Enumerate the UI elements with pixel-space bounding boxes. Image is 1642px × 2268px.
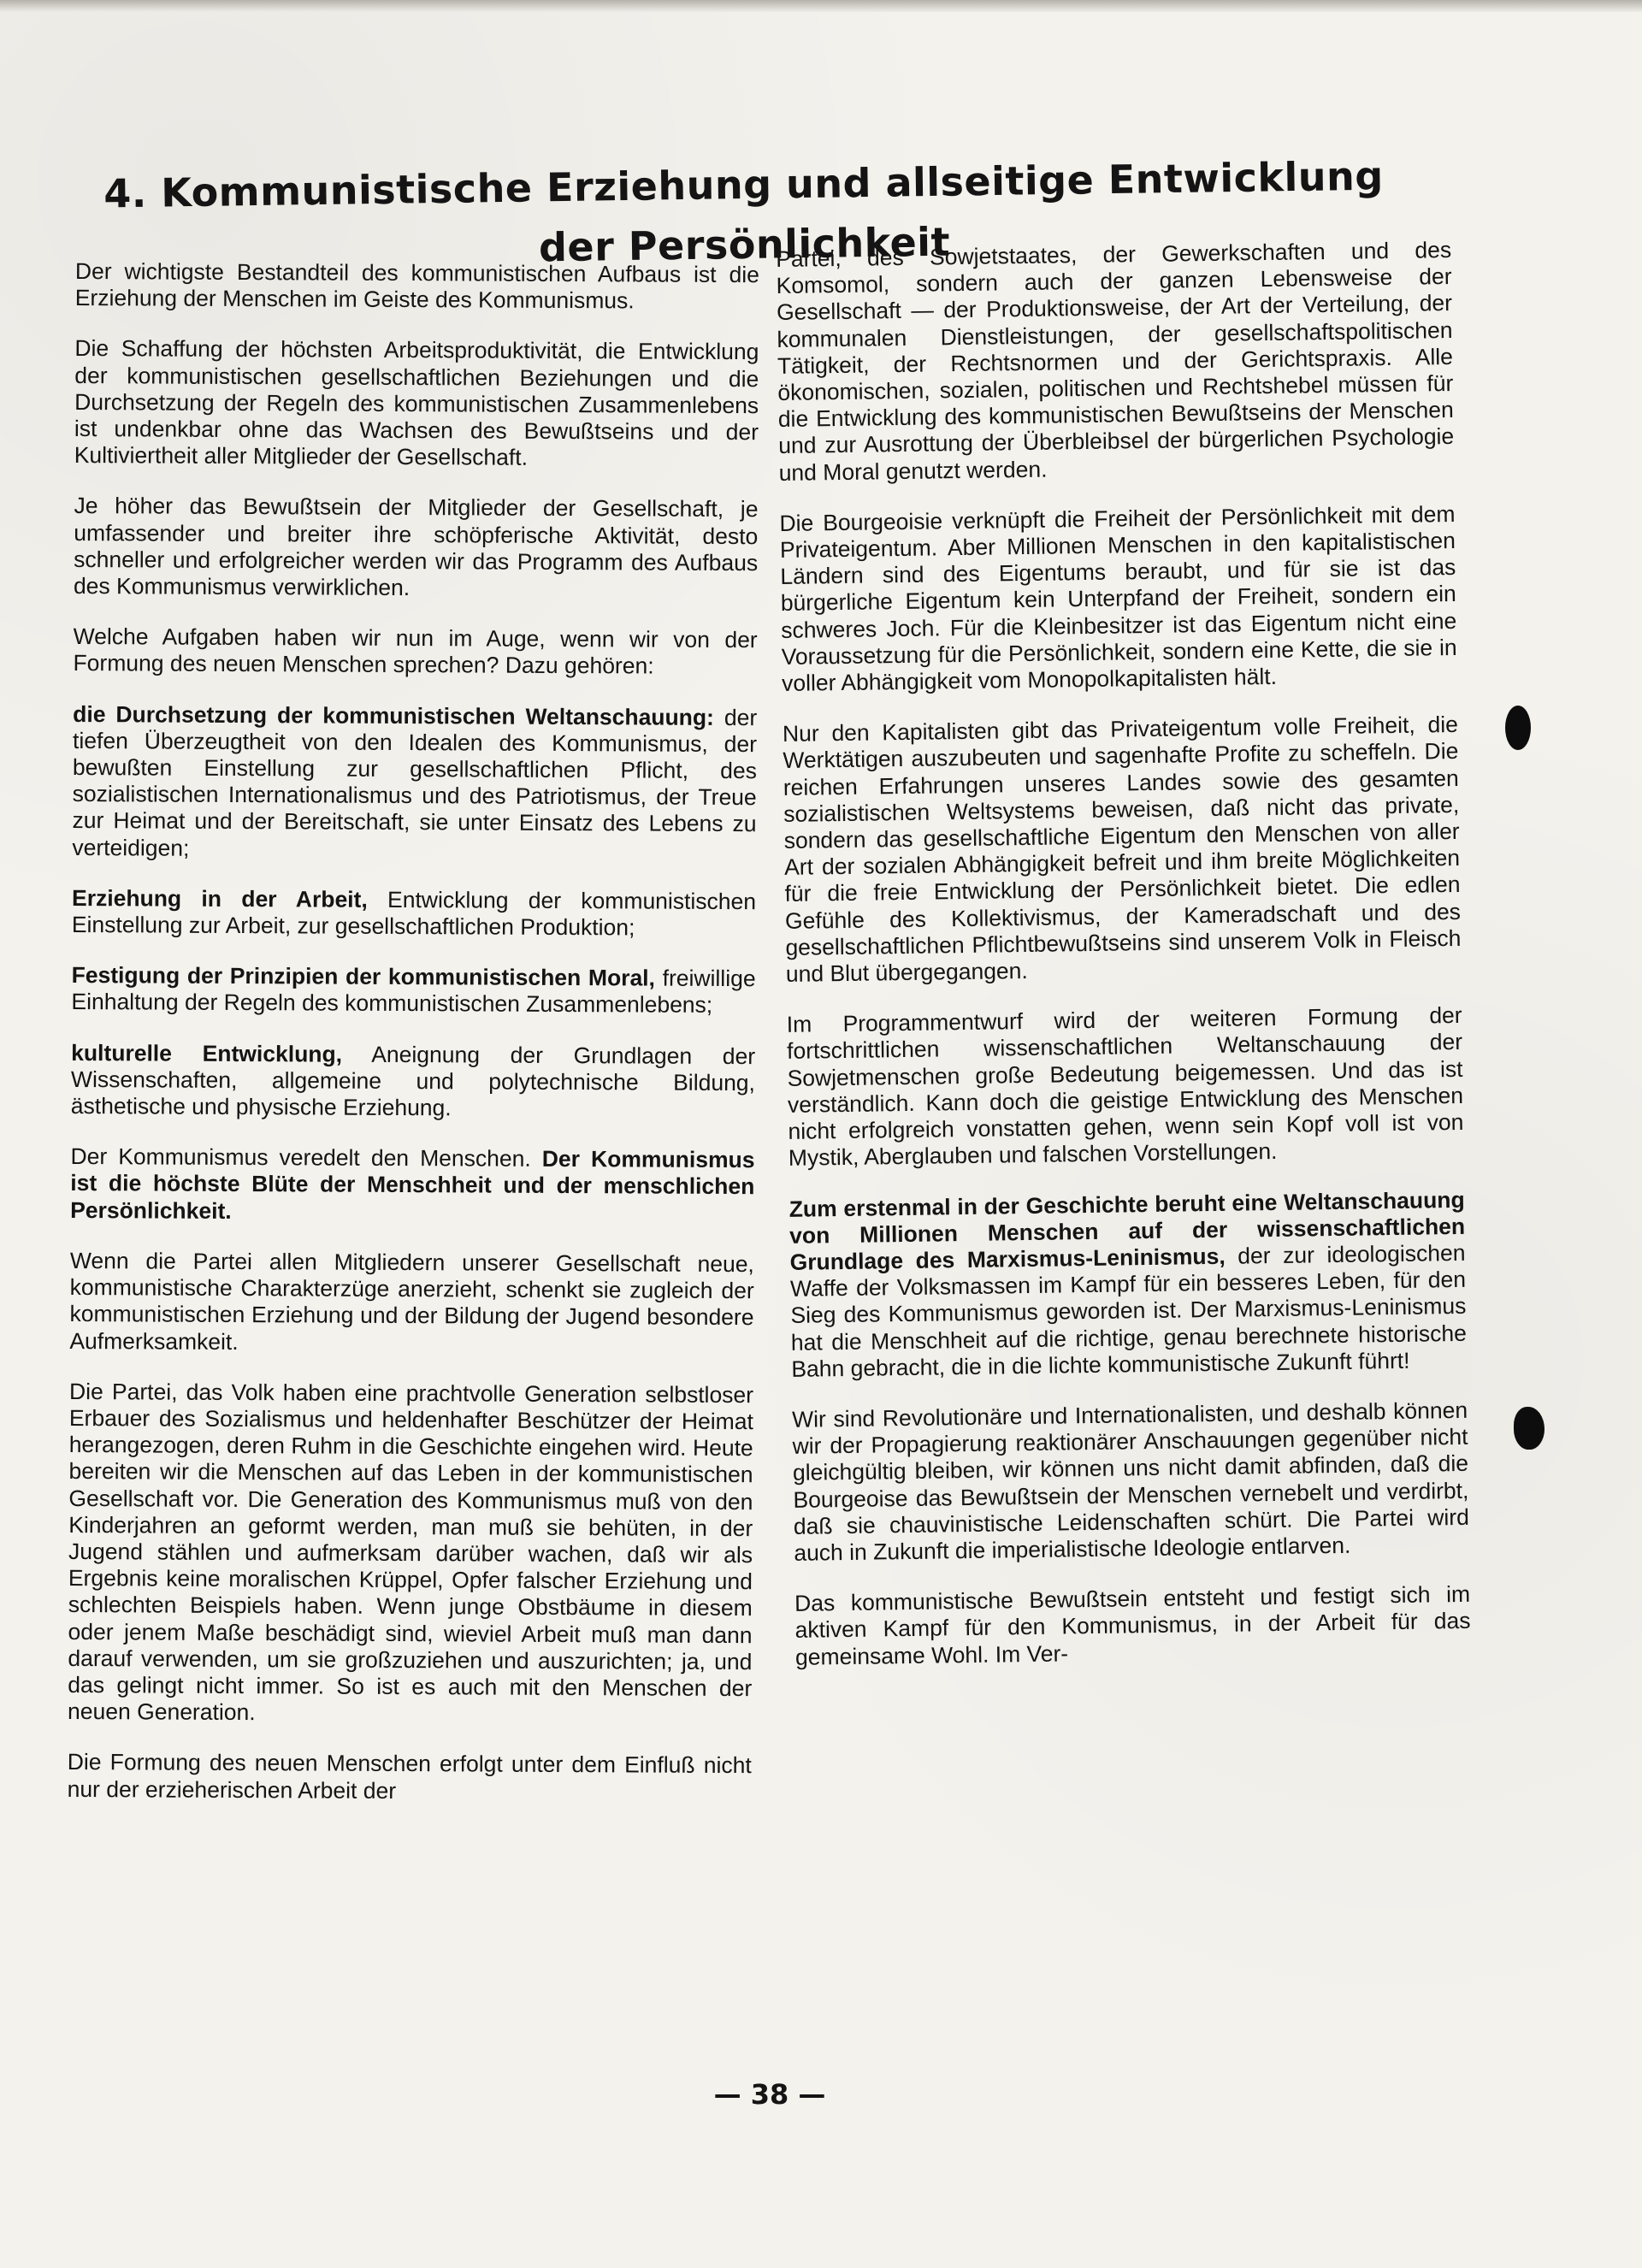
- heading-line-1: 4. Kommunistische Erziehung und allseitige Entwicklung: [103, 152, 1385, 217]
- paragraph: Im Programmentwurf wird der weiteren Formung der fortschrittlichen wissenschaftlichen Weltanschauung der Sowjetmenschen große Bedeutung beigemessen. Und das ist verständlich. Kann doch die geistige Entwicklung des Menschen nicht erfolgreich vonstatten gehen, wenn sein Kopf voll ist von Mystik, Aberglauben und falschen Vorstellungen.: [786, 1002, 1464, 1172]
- paragraph: Je höher das Bewußtsein der Mitglieder der Gesellschaft, je umfassender und breiter ihre schöpferische Aktivität, desto schneller und erfolgreicher werden wir das Programm des Aufbaus des Kommunismus verwirklichen.: [73, 493, 759, 601]
- paragraph: Der Kommunismus veredelt den Menschen. Der Kommunismus ist die höchste Blüte der Menschheit und der menschlichen Persönlichkeit.: [70, 1143, 755, 1224]
- left-column: [67, 258, 759, 1830]
- ink-blot: [1505, 706, 1531, 750]
- heading-line-2: der Persönlichkeit: [538, 218, 951, 271]
- list-item-lead: Festigung der Prinzipien der kommunistischen Moral,: [71, 962, 656, 991]
- paragraph: Wir sind Revolutionäre und Internationalisten, und deshalb können wir der Propagierung reaktionärer Anschauungen gegenüber nicht gleichgültig bleiben, wir können uns nicht damit abfinden, daß die Bourgeoise das Bewußtsein der Menschen vernebelt und verdirbt, daß sie chauvinistische Leidenschaften schürt. Die Partei wird auch in Zukunft die imperialistische Ideologie entlarven.: [791, 1397, 1470, 1566]
- paragraph: Das kommunistische Bewußtsein entsteht und festigt sich im aktiven Kampf für den Kommunismus, in der Arbeit für das gemeinsame Wohl. Im Ver-: [794, 1580, 1471, 1670]
- paragraph: Zum erstenmal in der Geschichte beruht eine Weltanschauung von Millionen Menschen auf der wissenschaftlichen Grundlage des Marxismus-Leninismus, der zur ideologischen Waffe der Volksmassen im Kampf für ein besseres Leben, für den Sieg des Kommunismus geworden ist. Der Marxismus-Leninismus hat die Menschheit auf die richtige, genau berechnete historische Bahn gebracht, die in die lichte kommunistische Zukunft führt!: [789, 1186, 1468, 1382]
- paragraph: Die Schaffung der höchsten Arbeitsproduktivität, die Entwicklung der kommunistischen gesellschaftlichen Beziehungen und die Durchsetzung der Regeln des kommunistischen Zusammenlebens ist undenkbar ohne das Wachsen des Bewußtseins und der Kultiviertheit aller Mitglieder der Gesellschaft.: [74, 335, 759, 470]
- page-number: — 38 —: [713, 2078, 826, 2111]
- paragraph: Die Bourgeoisie verknüpft die Freiheit der Persönlichkeit mit dem Privateigentum. Aber Millionen Menschen in den kapitalistischen Ländern sind des Eigentums beraubt, und für sie ist das bürgerliche Eigentum kein Unterpfand der Freiheit, sondern ein schweres Joch. Für die Kleinbesitzer ist das Eigentum nicht eine Voraussetzung für die Persönlichkeit, sondern eine Kette, die sie in voller Abhängigkeit vom Monopolkapitalisten hält.: [779, 500, 1457, 696]
- list-item: Festigung der Prinzipien der kommunistischen Moral, freiwillige Einhaltung der Regeln des kommunistischen Zusammenlebens;: [71, 962, 756, 1019]
- paragraph: Der wichtigste Bestandteil des kommunistischen Aufbaus ist die Erziehung der Menschen im Geiste des Kommunismus.: [74, 258, 759, 314]
- emphasis: Zum erstenmal in der Geschichte beruht eine Weltanschauung von Millionen Menschen auf der wissenschaftlichen Grundlage des Marxismus-Leninismus,: [789, 1186, 1466, 1275]
- list-item: Erziehung in der Arbeit, Entwicklung der kommunistischen Einstellung zur Arbeit, zur gesellschaftlichen Produktion;: [71, 884, 757, 941]
- paragraph: Partei, des Sowjetstaates, der Gewerkschaften und des Komsomol, sondern auch der ganzen Lebensweise der Gesellschaft — der Produktionsweise, der Art der Verteilung, der kommunalen Dienstleistungen, der gesellschaftspolitischen Tätigkeit, der Rechtsnormen und der Gerichtspraxis. Alle ökonomischen, sozialen, politischen und Rechtshebel müssen für die Entwicklung des kommunistischen Bewußtseins der Menschen und zur Ausrottung der Überbleibsel der bürgerlichen Psychologie und Moral genutzt werden.: [776, 236, 1455, 486]
- list-item-lead: Erziehung in der Arbeit,: [72, 884, 368, 913]
- paragraph: Die Partei, das Volk haben eine prachtvolle Generation selbstloser Erbauer des Sozialismus und heldenhafter Beschützer der Heimat herangezogen, deren Ruhm in die Geschichte eingehen wird. Heute bereiten wir die Menschen auf das Leben in der kommunistischen Gesellschaft vor. Die Generation des Kommunismus muß von den Kinderjahren an geformt werden, man muß sie behüten, in der Jugend stählen und aufmerksam darüber wachen, daß wir als Ergebnis keine moralischen Krüppel, Opfer falscher Erziehung und schlechten Beispiels haben. Wenn junge Obstbäume in diesem oder jenem Maße beschädigt sind, wieviel Arbeit muß man dann darauf verwenden, um sie großzuziehen und auszurichten; ja, und das gelingt nicht immer. So ist es auch mit den Menschen der neuen Generation.: [68, 1378, 754, 1726]
- list-item: kulturelle Entwicklung, Aneignung der Grundlagen der Wissenschaften, allgemeine und polytechnische Bildung, ästhetische und physische Erziehung.: [70, 1039, 756, 1121]
- right-column: [776, 237, 1472, 1695]
- list-item: die Durchsetzung der kommunistischen Weltanschauung: der tiefen Überzeugtheit von den Idealen des Kommunismus, der bewußten Einstellung zur gesellschaftlichen Pflicht, des sozialistischen Internationalismus und des Patriotismus, der Treue zur Heimat und der Bereitschaft, sie unter Einsatz des Lebens zu verteidigen;: [72, 700, 758, 861]
- paragraph: Nur den Kapitalisten gibt das Privateigentum volle Freiheit, die Werktätigen auszubeuten und sagenhafte Profite zu scheffeln. Die reichen Erfahrungen unseres Landes sowie des gesamten sozialistischen Weltsystems beweisen, daß nicht das private, sondern das gesellschaftliche Eigentum den Menschen von aller Art der sozialen Abhängigkeit befreit und ihm breite Möglichkeiten für die freie Entwicklung der Persönlichkeit bietet. Die edlen Gefühle des Kollektivismus, der Kameradschaft und des gesellschaftlichen Pflichtbewußtseins sind unserem Volk in Fleisch und Blut übergegangen.: [782, 712, 1462, 987]
- paragraph: Wenn die Partei allen Mitgliedern unserer Gesellschaft neue, kommunistische Charakterzüge anerzieht, schenkt sie zugleich der kommunistischen Erziehung und der Bildung der Jugend besondere Aufmerksamkeit.: [69, 1247, 754, 1355]
- scan-edge: [0, 0, 1642, 12]
- emphasis: Der Kommunismus ist die höchste Blüte der Menschheit und der menschlichen Persönlichkeit.: [70, 1146, 755, 1224]
- paragraph: Die Formung des neuen Menschen erfolgt unter dem Einfluß nicht nur der erzieherischen Arbeit der: [67, 1749, 752, 1804]
- list-item-lead: die Durchsetzung der kommunistischen Weltanschauung:: [73, 700, 715, 730]
- list-item-lead: kulturelle Entwicklung,: [71, 1039, 343, 1067]
- ink-blot: [1514, 1407, 1545, 1450]
- paragraph: Welche Aufgaben haben wir nun im Auge, wenn wir von der Formung des neuen Menschen sprechen? Dazu gehören:: [73, 623, 758, 679]
